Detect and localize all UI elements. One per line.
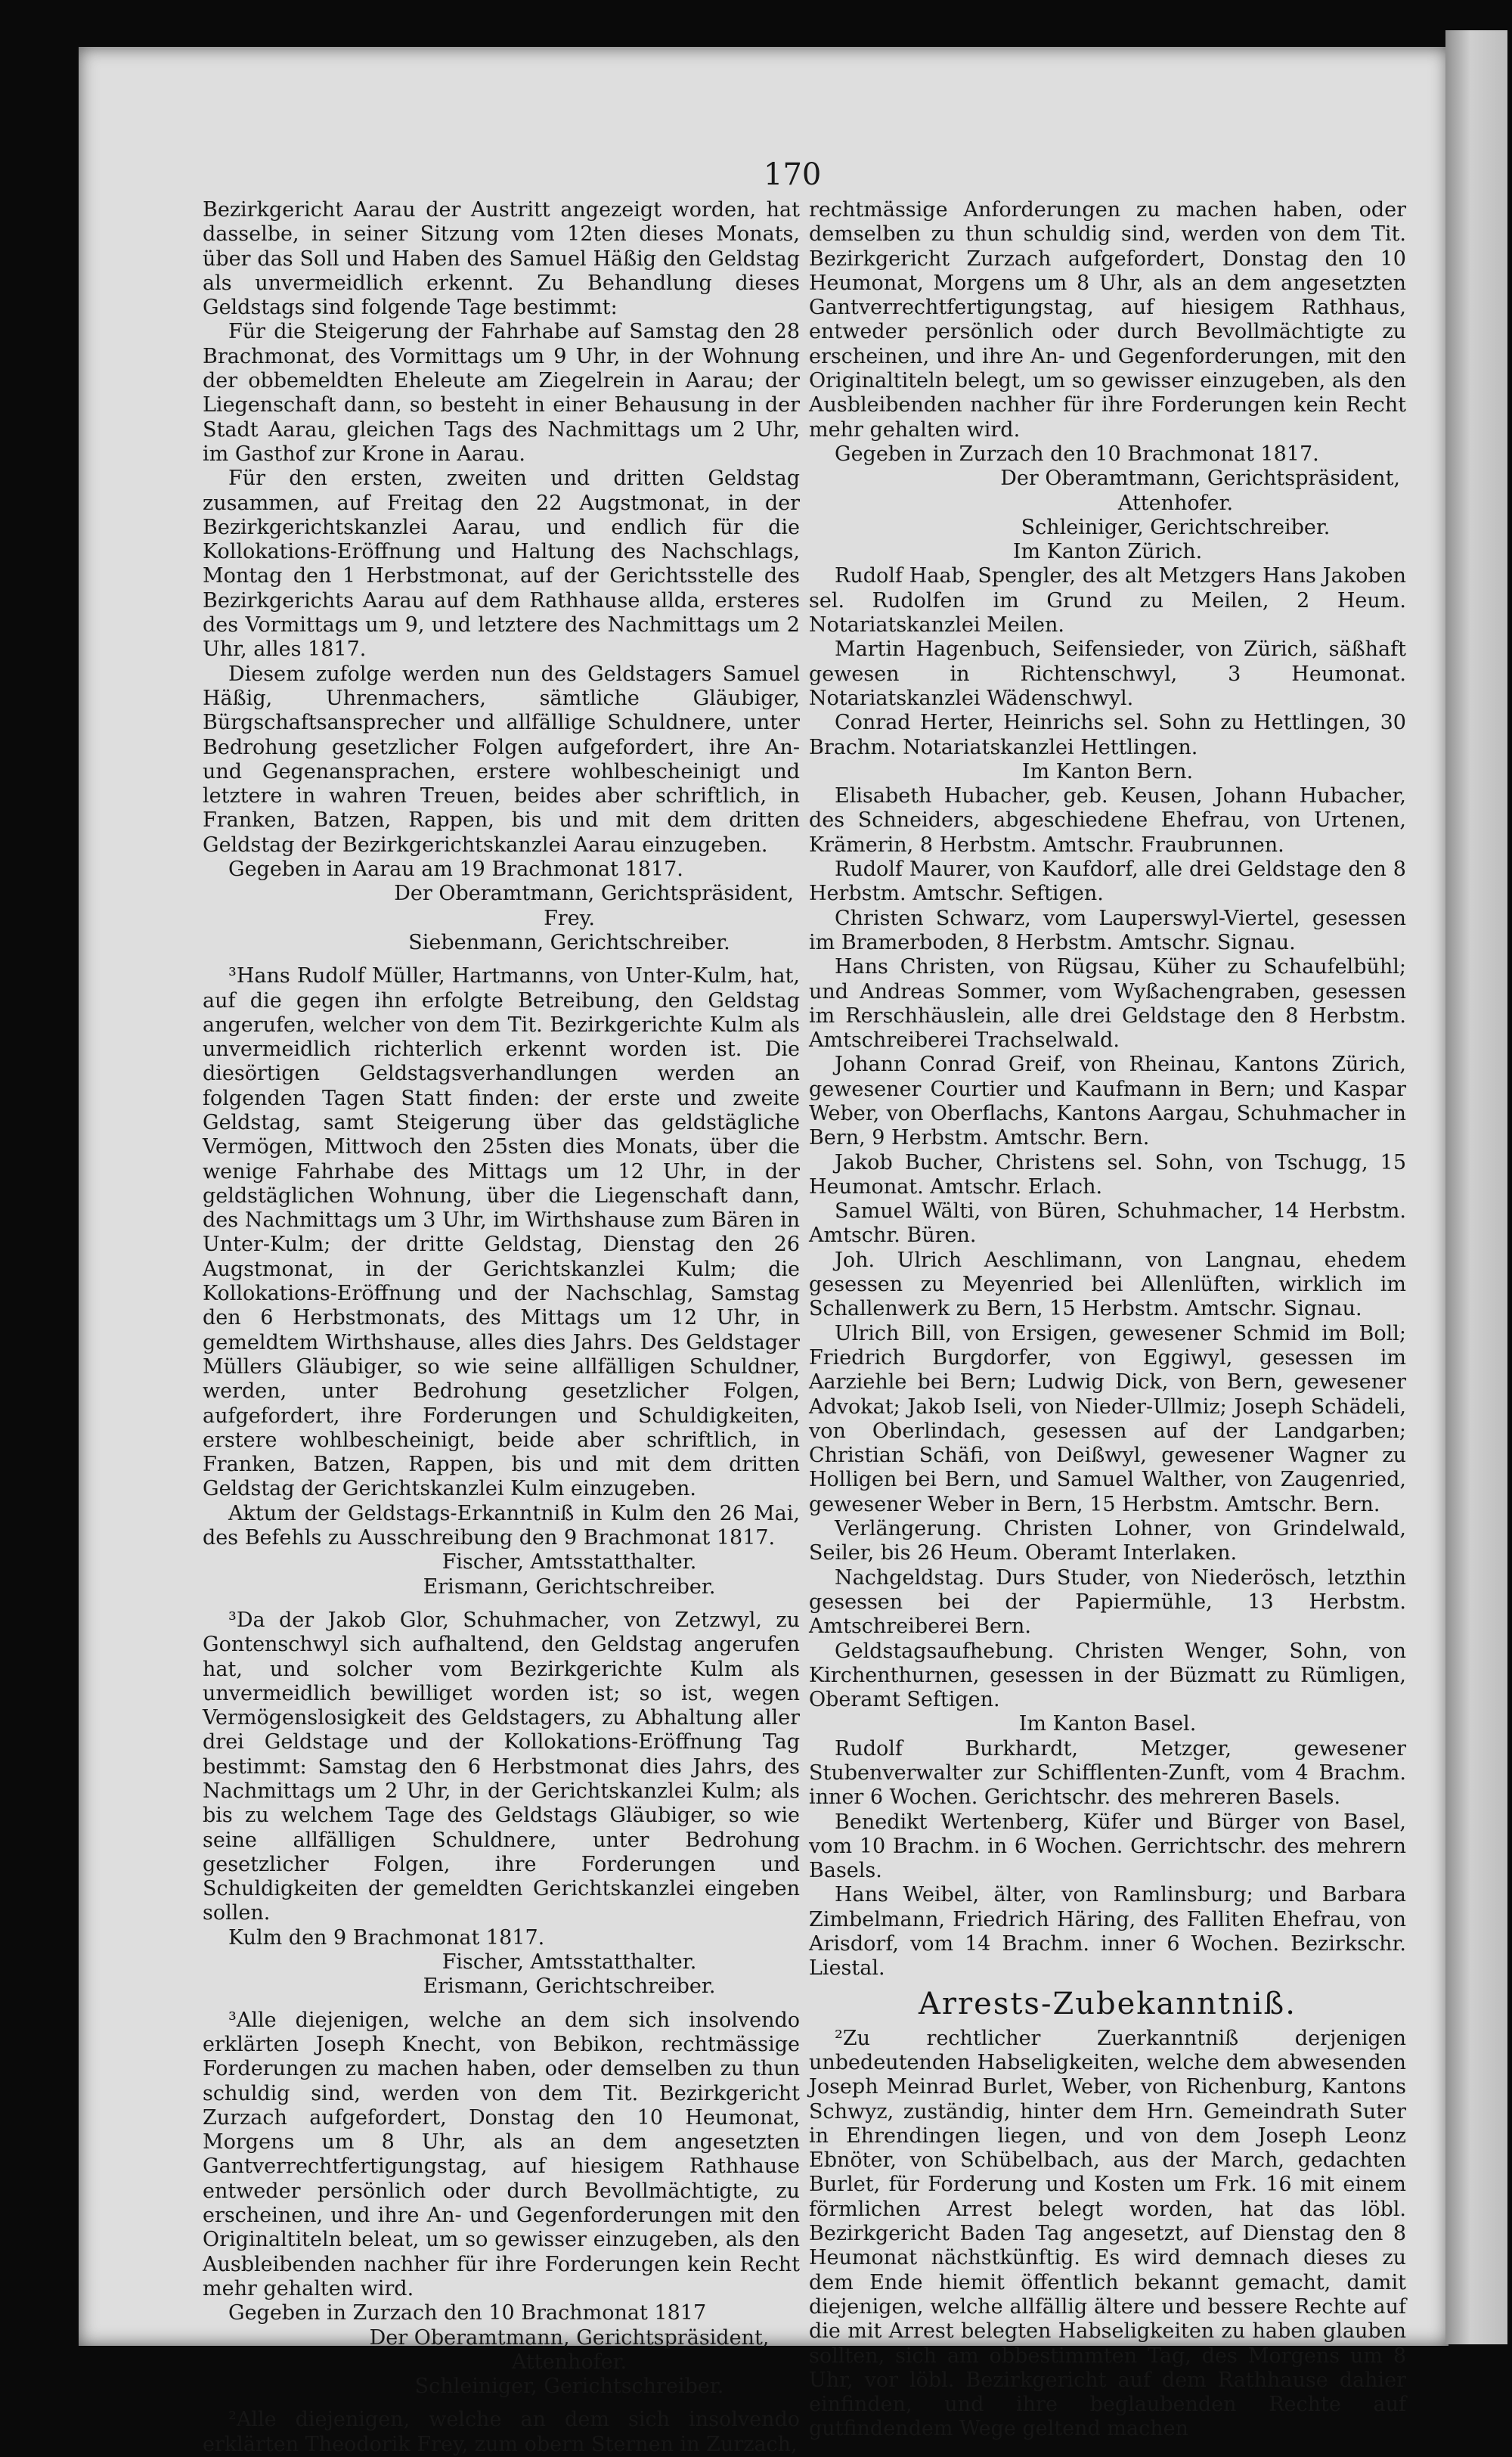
notice-paragraph: Für den ersten, zweiten und dritten Geldstag zusammen, auf Freitag den 22 Augstmonat, in der Bezirkgerichtskanzlei Aarau, und endlich für die Kollokations-Eröffnung und Haltung des Nachschlags, Montag den 1 Herbstmonat, auf der Gerichtsstelle des Bezirkgerichts Aarau auf dem Rathhause allda, ersteres des Vormittags um 9, und letztere des Nachmittags um 2 Uhr, alles 1817. — [203, 467, 800, 662]
signature-line: Fischer, Amtsstatthalter. — [442, 1950, 697, 1975]
notice-paragraph: Für die Steigerung der Fahrhabe auf Samstag den 28 Brachmonat, des Vormittags um 9 Uhr, in der Wohnung der obbemeldten Eheleute am Ziegelrein in Aarau; der Liegenschaft dann, so besteht in einer Behausung in der Stadt Aarau, gleichen Tags des Nachmittags um 2 Uhr, im Gasthof zur Krone in Aarau. — [203, 320, 800, 466]
notice-paragraph: Hans Christen, von Rügsau, Küher zu Schaufelbühl; und Andreas Sommer, vom Wyßachengraben, gesessen im Rerschhäuslein, alle drei Geldstage den 8 Herbstm. Amtschreiberei Trachselwald. — [809, 955, 1406, 1053]
notice-paragraph: ²Zu rechtlicher Zuerkanntniß derjenigen unbedeutenden Habseligkeiten, welche dem abwesenden Joseph Meinrad Burlet, Weber, von Richenburg, Kantons Schwyz, zuständig, hinter dem Hrn. Gemeindrath Suter in Ehrendingen liegen, und von dem Joseph Leonz Ebnöter, von Schübelbach, aus der March, gedachten Burlet, für Forderung und Kosten um Frk. 16 mit einem förmlichen Arrest belegt worden, hat das löbl. Bezirkgericht Baden Tag angesetzt, auf Dienstag den 8 Heumonat nächstkünftig. Es wird demnach dieses zu dem Ende hiemit öffentlich bekannt gemacht, damit diejenigen, welche allfällig ältere und bessere Rechte auf die mit Arrest belegten Habseligkeiten zu haben glauben sollten, sich am obbestimmten Tag, des Morgens um 8 Uhr, vor löbl. Bezirkgericht auf dem Rathhause dahier einfinden, und ihre beglaubenden Rechte auf gutfindendem Wege geltend machen — [809, 2026, 1406, 2441]
official-title: Der Oberamtmann, Gerichtspräsident, — [394, 882, 794, 906]
notice-paragraph: Nachgeldstag. Durs Studer, von Niederösch, letzthin gesessen bei der Papiermühle, 13 Herbstm. Amtschreiberei Bern. — [809, 1565, 1406, 1639]
section-heading: Im Kanton Zürich. — [1012, 540, 1203, 564]
left-column — [203, 198, 800, 2457]
notice-paragraph: Geldstagsaufhebung. Christen Wenger, Sohn, von Kirchenthurnen, gesessen in der Büzmatt zu Rümligen, Oberamt Seftigen. — [809, 1639, 1406, 1712]
notice-paragraph: Gegeben in Zurzach den 10 Brachmonat 1817 — [228, 2301, 707, 2325]
notice-paragraph: Rudolf Maurer, von Kaufdorf, alle drei Geldstage den 8 Herbstm. Amtschr. Seftigen. — [809, 858, 1406, 906]
notice-paragraph: Verlängerung. Christen Lohner, von Grindelwald, Seiler, bis 26 Heum. Oberamt Interlaken. — [809, 1517, 1406, 1565]
notice-paragraph: Aktum der Geldstags-Erkanntniß in Kulm den 26 Mai, des Befehls zu Ausschreibung den 9 Brachmonat 1817. — [203, 1501, 800, 1550]
notice-paragraph: Gegeben in Zurzach den 10 Brachmonat 1817. — [835, 442, 1319, 466]
spacer — [203, 2399, 800, 2408]
section-heading: Im Kanton Basel. — [1018, 1712, 1197, 1736]
paragraph: rechtmässige Anforderungen zu machen haben, oder demselben zu thun schuldig sind, werden von dem Tit. Bezirkgericht Zurzach aufgefordert, Donstag den 10 Heumonat, Morgens um 8 Uhr, als an dem angesetzten Gantverrechtfertigungstag, auf hiesigem Rathhaus, entweder persönlich oder durch Bevollmächtigte zu erscheinen, und ihre An- und Gegenforderungen, mit den Originaltiteln belegt, um so gewisser einzugeben, als den Ausbleibenden nachher für ihre Forderungen kein Recht mehr gehalten wird. — [809, 198, 1406, 442]
notice-paragraph: Johann Conrad Greif, von Rheinau, Kantons Zürich, gewesener Courtier und Kaufmann in Bern; und Kaspar Weber, von Oberflachs, Kantons Aargau, Schuhmacher in Bern, 9 Herbstm. Amtschr. Bern. — [809, 1053, 1406, 1150]
notice-paragraph: Conrad Herter, Heinrichs sel. Sohn zu Hettlingen, 30 Brachm. Notariatskanzlei Hettlingen. — [809, 711, 1406, 759]
notice-paragraph: Kulm den 9 Brachmonat 1817. — [228, 1925, 545, 1950]
notice-paragraph: Diesem zufolge werden nun des Geldstagers Samuel Häßig, Uhrenmachers, sämtliche Gläubiger, Bürgschaftsansprecher und allfällige Schuldnere, unter Bedrohung gesetzlicher Folgen aufgefordert, ihre An- und Gegenansprachen, erstere wohlbescheinigt und letztere in wahren Treuen, beides aber schriftlich, in Franken, Batzen, Rappen, bis und mit dem dritten Geldstag der Bezirkgerichtskanzlei Aarau einzugeben. — [203, 662, 800, 857]
signature-line: Fischer, Amtsstatthalter. — [442, 1550, 697, 1574]
signature-line: Frey. — [544, 906, 595, 930]
notice-paragraph: ²Alle diejenigen, welche an dem sich insolvendo erklärten Theodorik Frey, zum obern Sternen in Zurzach, — [203, 2408, 800, 2456]
notice-paragraph: Samuel Wälti, von Büren, Schuhmacher, 14 Herbstm. Amtschr. Büren. — [809, 1199, 1406, 1248]
signature-line: Attenhofer. — [511, 2350, 627, 2374]
notice-paragraph: ³Da der Jakob Glor, Schuhmacher, von Zetzwyl, zu Gontenschwyl sich aufhaltend, den Geldstag angerufen hat, und solcher vom Bezirkgerichte Kulm als unvermeidlich bewilliget worden ist; so ist, wegen Vermögenslosigkeit des Geldstagers, zu Abhaltung aller drei Geldstage und der Kollokations-Eröffnung Tag bestimmt: Samstag den 6 Herbstmonat dies Jahrs, des Nachmittags um 2 Uhr, in der Gerichtskanzlei Kulm; als bis zu welchem Tage des Geldstags Gläubiger, so wie seine allfälligen Schuldnere, unter Bedrohung gesetzlicher Folgen, ihre Forderungen und Schuldigkeiten der gemeldten Gerichtskanzlei eingeben sollen. — [203, 1608, 800, 1925]
notice-paragraph: Rudolf Haab, Spengler, des alt Metzgers Hans Jakoben sel. Rudolfen im Grund zu Meilen, 2 Heum. Notariatskanzlei Meilen. — [809, 564, 1406, 638]
paragraph: Bezirkgericht Aarau der Austritt angezeigt worden, hat dasselbe, in seiner Sitzung vom 12ten dieses Monats, über das Soll und Haben des Samuel Häßig den Geldstag als unvermeidlich erkennt. Zu Behandlung dieses Geldstags sind folgende Tage bestimmt: — [203, 198, 800, 320]
signature-line: Attenhofer. — [1117, 491, 1234, 515]
notice-paragraph: Jakob Bucher, Christens sel. Sohn, von Tschugg, 15 Heumonat. Amtschr. Erlach. — [809, 1150, 1406, 1199]
next-page-edge — [1445, 30, 1507, 2344]
section-heading: Im Kanton Bern. — [1021, 759, 1194, 783]
notice-paragraph: Joh. Ulrich Aeschlimann, von Langnau, ehedem gesessen zu Meyenried bei Allenlüften, wirklich im Schallenwerk zu Bern, 15 Herbstm. Amtschr. Signau. — [809, 1248, 1406, 1321]
signature-line: Siebenmann, Gerichtschreiber. — [408, 930, 730, 954]
official-title: Der Oberamtmann, Gerichtspräsident, — [1000, 467, 1400, 491]
notice-paragraph: Elisabeth Hubacher, geb. Keusen, Johann Hubacher, des Schneiders, abgeschiedene Ehefrau, von Urtenen, Krämerin, 8 Herbstm. Amtschr. Fraubrunnen. — [809, 784, 1406, 857]
spacer — [203, 1999, 800, 2009]
notice-paragraph: ³Alle diejenigen, welche an dem sich insolvendo erklärten Joseph Knecht, von Bebikon, rechtmässige Forderungen zu machen haben, oder demselben zu thun schuldig sind, werden von dem Tit. Bezirkgericht Zurzach aufgefordert, Donstag den 10 Heumonat, Morgens um 8 Uhr, als an dem angesetzten Gantverrechtfertigungstag, auf hiesigem Rathhause entweder persönlich oder durch Bevollmächtigte, zu erscheinen, und ihre An- und Gegenforderungen mit den Originaltiteln beleat, um so gewisser einzugeben, als den Ausbleibenden nachher für ihre Forderungen kein Recht mehr gehalten wird. — [203, 2008, 800, 2300]
notice-paragraph: ³Hans Rudolf Müller, Hartmanns, von Unter-Kulm, hat, auf die gegen ihn erfolgte Betreibung, den Geldstag angerufen, welcher von dem Tit. Bezirkgerichte Kulm als unvermeidlich richterlich erkennt worden ist. Die diesörtigen Geldstagsverhandlungen werden an folgenden Tagen Statt finden: der erste und zweite Geldstag, samt Steigerung über das geldstägliche Vermögen, Mittwoch den 25sten dies Monats, über die wenige Fahrhabe des Mittags um 12 Uhr, in der geldstäglichen Wohnung, über die Liegenschaft dann, des Nachmittags um 3 Uhr, im Wirthshause zum Bären in Unter-Kulm; der dritte Geldstag, Dienstag den 26 Augstmonat, in der Gerichtskanzlei Kulm; die Kollokations-Eröffnung und der Nachschlag, Samstag den 6 Herbstmonats, des Mittags um 12 Uhr, in gemeldtem Wirthshause, alles dies Jahrs. Des Geldstager Müllers Gläubiger, so wie seine allfälligen Schuldner, werden, unter Bedrohung gesetzlicher Folgen, aufgefordert, ihre Forderungen und Schuldigkeiten, erstere wohlbescheinigt, beide aber schriftlich, in Franken, Batzen, Rappen, bis und mit dem dritten Geldstag der Gerichtskanzlei Kulm einzugeben. — [203, 964, 800, 1501]
signature-line: Der Oberamtmann, Gerichtspräsident, — [369, 2325, 770, 2350]
notice-paragraph: Martin Hagenbuch, Seifensieder, von Zürich, säßhaft gewesen in Richtenschwyl, 3 Heumonat. Notariatskanzlei Wädenschwyl. — [809, 638, 1406, 710]
notice-paragraph: Gegeben in Aarau am 19 Brachmonat 1817. — [228, 858, 683, 882]
notice-heading: Arrests-Zubekanntniß. — [919, 1986, 1297, 2021]
spacer — [203, 955, 800, 964]
right-column — [809, 198, 1406, 2442]
signature-line: Erismann, Gerichtschreiber. — [423, 1975, 716, 1999]
signature-line: Schleiniger, Gerichtschreiber. — [1021, 515, 1331, 539]
signature-line: Schleiniger, Gerichtschreiber. — [414, 2375, 724, 2399]
notice-paragraph: Christen Schwarz, vom Lauperswyl-Viertel, gesessen im Bramerboden, 8 Herbstm. Amtschr. Signau. — [809, 906, 1406, 954]
page-number: 170 — [764, 157, 822, 192]
notice-paragraph: Benedikt Wertenberg, Küfer und Bürger von Basel, vom 10 Brachm. in 6 Wochen. Gerrichtschr. des mehrern Basels. — [809, 1810, 1406, 1883]
signature-line: Erismann, Gerichtschreiber. — [423, 1574, 716, 1599]
notice-paragraph: Hans Weibel, älter, von Ramlinsburg; und Barbara Zimbelmann, Friedrich Häring, des Falliten Ehefrau, von Arisdorf, vom 14 Brachm. inner 6 Wochen. Bezirkschr. Liestal. — [809, 1883, 1406, 1981]
notice-paragraph: Rudolf Burkhardt, Metzger, gewesener Stubenverwalter zur Schifflenten-Zunft, vom 4 Brachm. inner 6 Wochen. Gerichtschr. des mehreren Basels. — [809, 1736, 1406, 1810]
spacer — [203, 1599, 800, 1609]
notice-paragraph: Ulrich Bill, von Ersigen, gewesener Schmid im Boll; Friedrich Burgdorfer, von Eggiwyl, gesessen im Aarziehle bei Bern; Ludwig Dick, von Bern, gewesener Advokat; Jakob Iseli, von Nieder-Ullmiz; Joseph Schädeli, von Oberlindach, gesessen auf der Landgarben; Christian Schäfi, von Deißwyl, gewesener Wagner zu Holligen bei Bern, und Samuel Walther, von Zaugenried, gewesener Weber in Bern, 15 Herbstm. Amtschr. Bern. — [809, 1321, 1406, 1516]
